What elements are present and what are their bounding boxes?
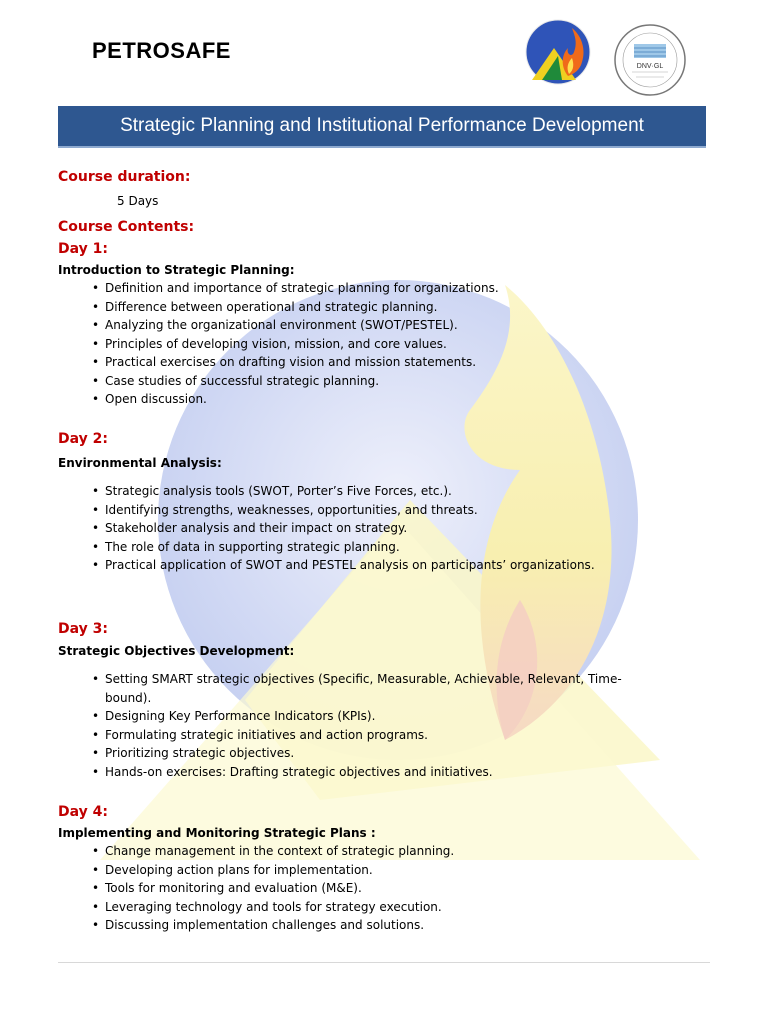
list-item: • Prioritizing strategic objectives. [92, 744, 652, 763]
day-2-topic: Environmental Analysis: [58, 456, 222, 470]
list-item: • Tools for monitoring and evaluation (M&E). [92, 879, 652, 898]
list-item: • Developing action plans for implementation. [92, 861, 652, 880]
day-1-label: Day 1: [58, 241, 108, 257]
day-4-topic: Implementing and Monitoring Strategic Plans : [58, 826, 376, 840]
day-1-list [92, 279, 652, 409]
list-item: • Analyzing the organizational environment (SWOT/PESTEL). [92, 316, 652, 335]
day-4-list [92, 842, 652, 935]
list-item: • Principles of developing vision, mission, and core values. [92, 335, 652, 354]
day-1-topic: Introduction to Strategic Planning: [58, 263, 295, 277]
list-item: • Identifying strengths, weaknesses, opportunities, and threats. [92, 501, 652, 520]
dnv-gl-certification-icon [612, 22, 688, 98]
petrosafe-logo-icon [522, 18, 594, 90]
list-item: • Designing Key Performance Indicators (KPIs). [92, 707, 652, 726]
day-2-label: Day 2: [58, 431, 108, 447]
day-3-list [92, 670, 652, 781]
list-item: • Leveraging technology and tools for strategy execution. [92, 898, 652, 917]
course-title-banner [58, 106, 706, 148]
svg-text:DNV·GL: DNV·GL [636, 63, 664, 70]
list-item: • Hands-on exercises: Drafting strategic objectives and initiatives. [92, 763, 652, 782]
list-item: • Difference between operational and strategic planning. [92, 298, 652, 317]
list-item: • Case studies of successful strategic planning. [92, 372, 652, 391]
list-item: • Stakeholder analysis and their impact on strategy. [92, 519, 652, 538]
list-item: • Formulating strategic initiatives and action programs. [92, 726, 652, 745]
day-3-label: Day 3: [58, 621, 108, 637]
brand-name: PETROSAFE [92, 38, 231, 63]
course-duration-value: 5 Days [117, 194, 159, 208]
list-item: • Strategic analysis tools (SWOT, Porter’s Five Forces, etc.). [92, 482, 652, 501]
course-title: Strategic Planning and Institutional Performance Development [120, 115, 644, 136]
day-2-list [92, 482, 652, 575]
footer-divider [58, 962, 710, 963]
list-item: • The role of data in supporting strategic planning. [92, 538, 652, 557]
list-item: • Practical application of SWOT and PESTEL analysis on participants’ organizations. [92, 556, 652, 575]
list-item: • Practical exercises on drafting vision and mission statements. [92, 353, 652, 372]
list-item: • Definition and importance of strategic planning for organizations. [92, 279, 652, 298]
course-contents-label: Course Contents: [58, 219, 195, 235]
list-item: • Discussing implementation challenges and solutions. [92, 916, 652, 935]
course-duration-label: Course duration: [58, 169, 191, 185]
day-4-label: Day 4: [58, 804, 108, 820]
list-item: • Open discussion. [92, 390, 652, 409]
list-item: • Change management in the context of strategic planning. [92, 842, 652, 861]
list-item: • Setting SMART strategic objectives (Specific, Measurable, Achievable, Relevant, Time-bound). [92, 670, 652, 707]
day-3-topic: Strategic Objectives Development: [58, 644, 295, 658]
